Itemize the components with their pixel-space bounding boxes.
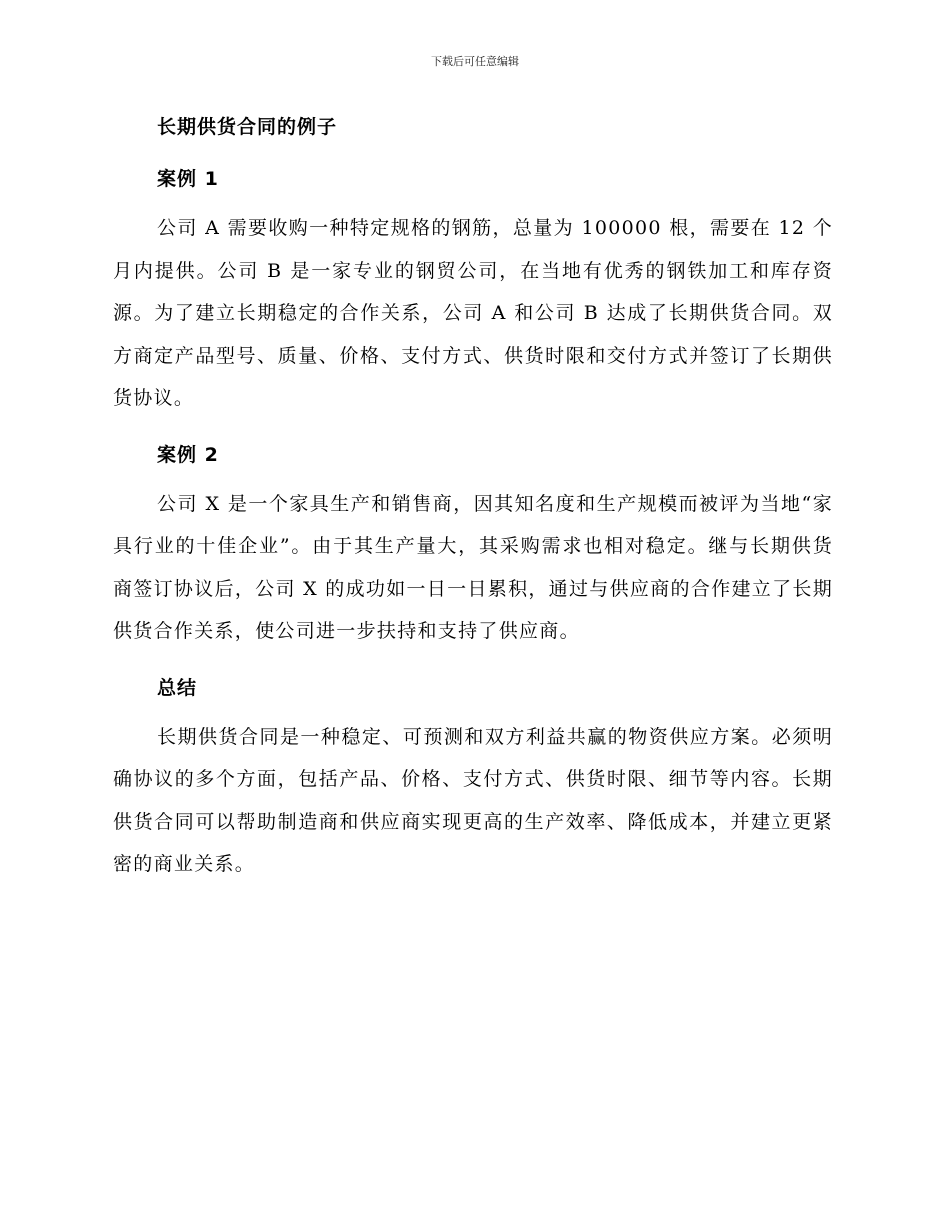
- header-note: 下载后可任意编辑: [431, 55, 519, 68]
- case1-heading: 案例 1: [157, 168, 219, 190]
- case2-paragraph: 公司 X 是一个家具生产和销售商，因其知名度和生产规模而被评为当地“家具行业的十佳企业”。由于其生产量大，其采购需求也相对稳定。继与长期供货商签订协议后，公司 X 的成功如一日一日累积，通过与供应商的合作建立了长期供货合作关系，使公司进一步扶持和支持了供应商。: [113, 492, 833, 642]
- case1-paragraph: 公司 A 需要收购一种特定规格的钢筋，总量为 100000 根，需要在 12 个月内提供。公司 B 是一家专业的钢贸公司，在当地有优秀的钢铁加工和库存资源。为了建立长期稳定的合作关系，公司 A 和公司 B 达成了长期供货合同。双方商定产品型号、质量、价格、支付方式、供货时限和交付方式并签订了长期供货协议。: [113, 217, 833, 409]
- summary-paragraph: 长期供货合同是一种稳定、可预测和双方利益共赢的物资供应方案。必须明确协议的多个方面，包括产品、价格、支付方式、供货时限、细节等内容。长期供货合同可以帮助制造商和供应商实现更高的生产效率、降低成本，并建立更紧密的商业关系。: [113, 725, 833, 875]
- document-body: [113, 109, 833, 886]
- case2-heading: 案例 2: [157, 443, 219, 466]
- summary-heading: 总结: [157, 676, 198, 699]
- document-title: 长期供货合同的例子: [157, 116, 338, 138]
